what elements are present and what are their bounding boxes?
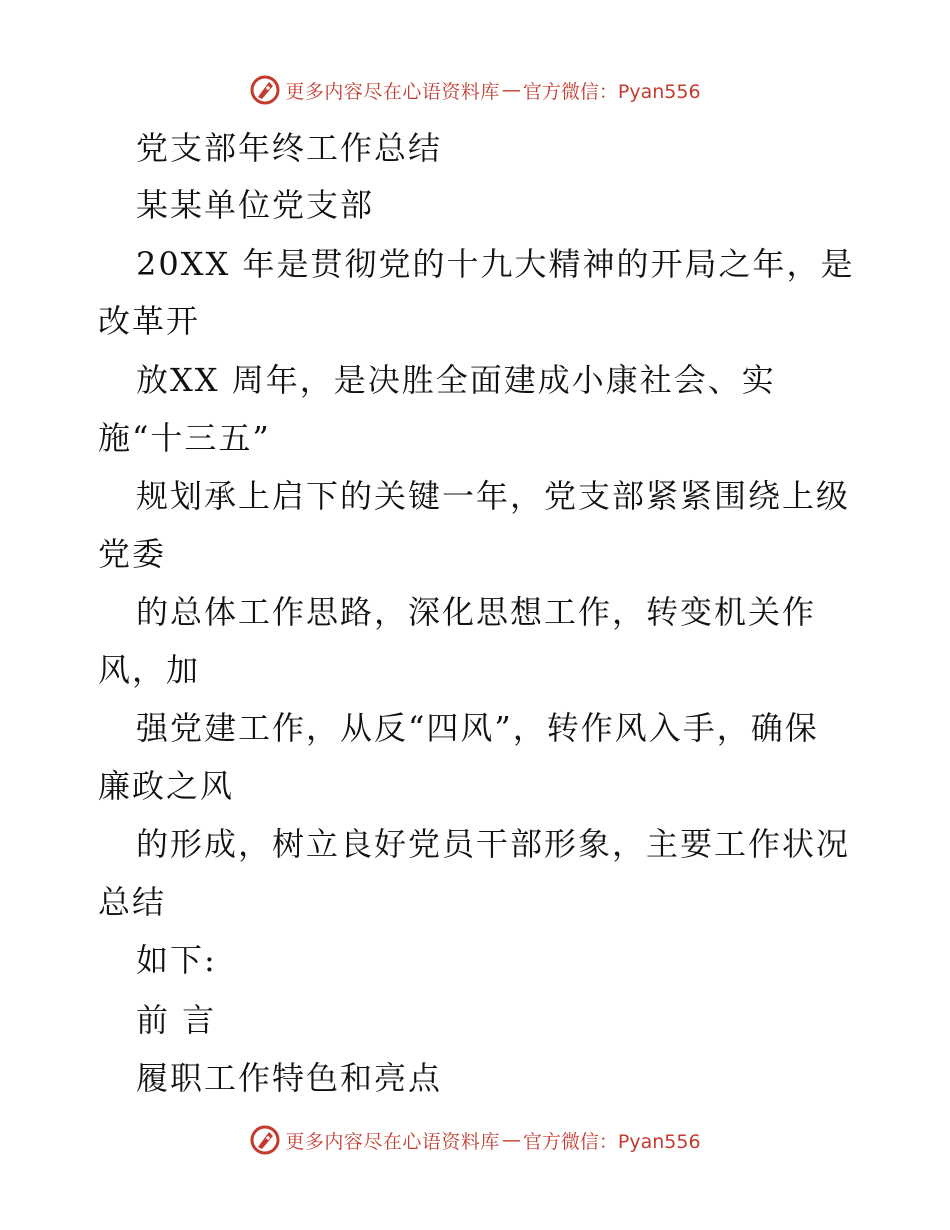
watermark-dash: — (501, 79, 521, 101)
paragraph-line: 廉政之风 (98, 767, 235, 805)
paragraph-line: 总结 (98, 883, 167, 921)
paragraph-line: 风，加 (98, 651, 201, 689)
watermark-text: 更多内容尽在心语资料库 (285, 80, 500, 103)
paragraph-line: 规划承上启下的关键一年，党支部紧紧围绕上级 (136, 477, 851, 515)
top-watermark-banner (0, 70, 950, 110)
watermark-dash: — (501, 1129, 521, 1151)
paragraph-line: 的总体工作思路，深化思想工作，转变机关作 (136, 593, 817, 631)
paragraph-line: 施“十三五” (98, 419, 271, 457)
paragraph-line: 放XX 周年，是决胜全面建成小康社会、实 (136, 361, 776, 399)
watermark-text: 更多内容尽在心语资料库 (285, 1130, 500, 1153)
pen-nib-logo-icon (249, 1124, 281, 1156)
document-title: 党支部年终工作总结 (136, 129, 443, 167)
document-author: 某某单位党支部 (136, 186, 375, 224)
paragraph-line: 20XX 年是贯彻党的十九大精神的开局之年，是 (136, 245, 855, 283)
paragraph-line: 如下: (136, 941, 217, 979)
bottom-watermark-banner (0, 1120, 950, 1160)
paragraph-line: 党委 (98, 535, 167, 573)
watermark-wechat: 官方微信：Pyan556 (522, 80, 701, 103)
paragraph-line: 强党建工作，从反“四风”，转作风入手，确保 (136, 709, 819, 747)
section-heading: 履职工作特色和亮点 (136, 1059, 443, 1097)
paragraph-line: 改革开 (98, 302, 201, 340)
paragraph-line: 的形成，树立良好党员干部形象，主要工作状况 (136, 825, 851, 863)
pen-nib-logo-icon (249, 74, 281, 106)
watermark-wechat: 官方微信：Pyan556 (522, 1130, 701, 1153)
section-heading: 前 言 (136, 1001, 217, 1039)
